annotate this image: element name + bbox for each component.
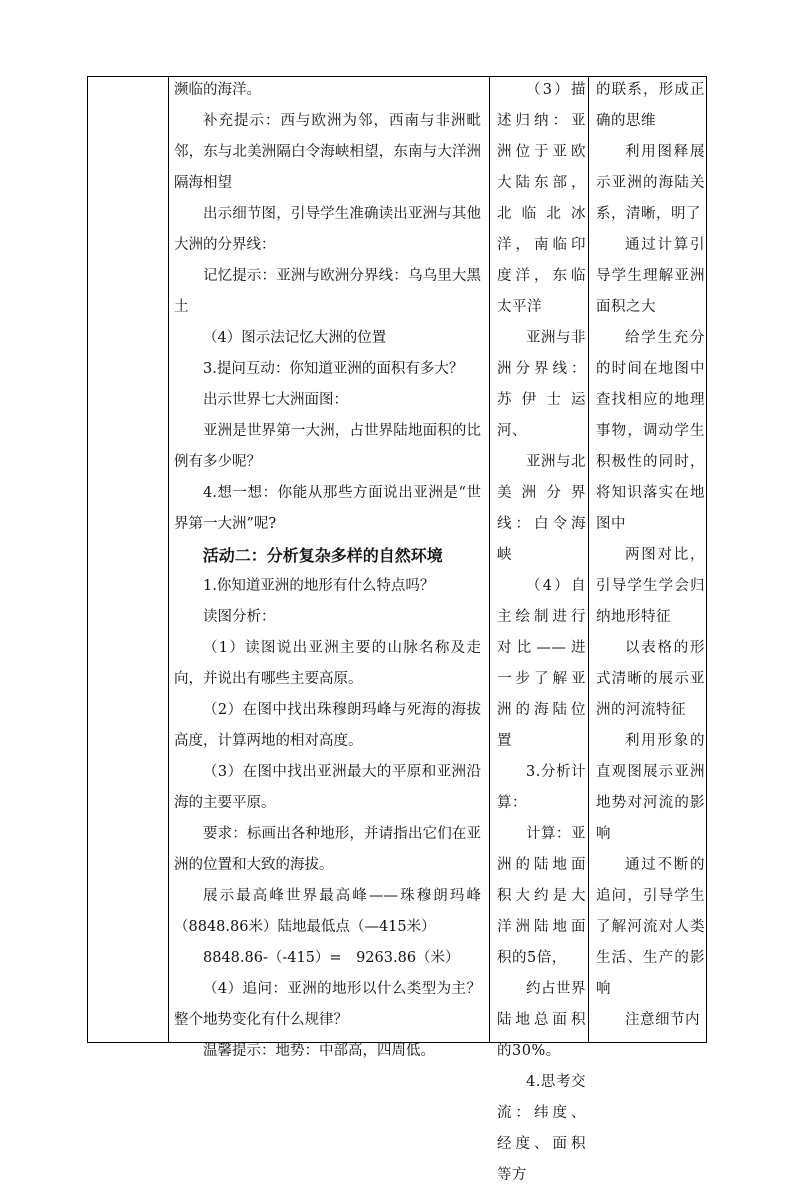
- student-paragraph: 4.思考交流：纬度、经度、面积等方: [497, 1074, 586, 1183]
- student-paragraph: 3.分析计算：: [497, 764, 586, 811]
- process-paragraph: 要求：标画出各种地形，并请指出它们在亚洲的位置和大致的海拔。: [174, 826, 481, 873]
- student-paragraph: 计算：亚洲的陆地面积大约是大洋洲陆地面积的5倍，: [497, 826, 586, 966]
- student-paragraph: 亚洲与非洲分界线：苏伊士运河、: [497, 330, 586, 439]
- process-paragraph: 1.你知道亚洲的地形有什么特点吗？: [203, 578, 435, 594]
- process-paragraph: （1）读图说出亚洲主要的山脉名称及走向，并说出有哪些主要高原。: [174, 640, 481, 687]
- process-paragraph: 展示最高峰世界最高峰——珠穆朗玛峰（8848.86米）陆地最低点（—415米）: [174, 888, 481, 935]
- intent-paragraph: 通过计算引导学生理解亚洲面积之大: [596, 237, 705, 315]
- intent-paragraph: 利用形象的直观图展示亚洲地势对河流的影响: [596, 733, 705, 842]
- process-paragraph: 3.提问互动：你知道亚洲的面积有多大？: [203, 361, 464, 377]
- intent-paragraph: 通过不断的追问，引导学生了解河流对人类生活、生产的影响: [596, 857, 705, 997]
- process-paragraph: 4.想一想：你能从那些方面说出亚洲是“世界第一大洲”呢?: [174, 485, 481, 532]
- lesson-plan-table: [87, 76, 707, 1183]
- intent-paragraph: 给学生充分的时间在地图中查找相应的地理事物，调动学生积极性的同时，将知识落实在地图中: [596, 330, 705, 532]
- intent-paragraph: 注意细节内: [625, 1012, 700, 1028]
- teaching-process-column: [169, 75, 485, 1059]
- process-paragraph: 亚洲是世界第一大洲，占世界陆地面积的比例有多少呢？: [174, 423, 481, 470]
- process-paragraph: （2）在图中找出珠穆朗玛峰与死海的海拔高度，计算两地的相对高度。: [174, 702, 481, 749]
- process-paragraph: 出示细节图，引导学生准确读出亚洲与其他大洲的分界线：: [174, 206, 481, 253]
- process-paragraph: 出示世界七大洲面图：: [203, 392, 348, 408]
- process-paragraph: 读图分析：: [203, 609, 276, 625]
- process-paragraph: 温馨提示：地势：中部高，四周低。: [203, 1043, 435, 1059]
- process-paragraph: （3）在图中找出亚洲最大的平原和亚洲沿海的主要平原。: [174, 764, 481, 811]
- student-paragraph: （3）描述归纳：亚洲位于亚欧大陆东部，北临北冰洋，南临印度洋，东临太平洋: [497, 82, 586, 315]
- design-intent-column: [589, 75, 707, 1042]
- intent-paragraph: 两图对比，引导学生学会归纳地形特征: [596, 547, 705, 625]
- student-paragraph: 亚洲与北美洲分界线：白令海峡: [497, 454, 586, 563]
- process-paragraph: 补充提示：西与欧洲为邻，西南与非洲毗邻，东与北美洲隔白令海峡相望，东南与大洋洲隔海相望: [174, 113, 481, 191]
- student-paragraph: （4）自主绘制进行对比——进一步了解亚洲的海陆位置: [497, 578, 586, 749]
- section-heading: 活动二：分析复杂多样的自然环境: [202, 546, 443, 565]
- student-activity-column: [490, 75, 588, 1183]
- intent-paragraph: 的联系，形成正确的思维: [596, 82, 705, 129]
- intent-paragraph: 以表格的形式清晰的展示亚洲的河流特征: [596, 640, 705, 718]
- intent-paragraph: 利用图释展示亚洲的海陆关系，清晰，明了: [596, 144, 705, 222]
- process-paragraph: 记忆提示：亚洲与欧洲分界线：乌乌里大黑土: [174, 268, 481, 315]
- empty-stage-column: [88, 77, 168, 1042]
- process-paragraph: 8848.86-（-415）= 9263.86（米）: [203, 950, 460, 966]
- process-paragraph: 濒临的海洋。: [174, 82, 261, 98]
- process-paragraph: （4）图示法记忆大洲的位置: [203, 330, 387, 346]
- process-paragraph: （4）追问：亚洲的地形以什么类型为主？整个地势变化有什么规律？: [174, 981, 481, 1028]
- student-paragraph: 约占世界陆地总面积的30%。: [497, 981, 586, 1059]
